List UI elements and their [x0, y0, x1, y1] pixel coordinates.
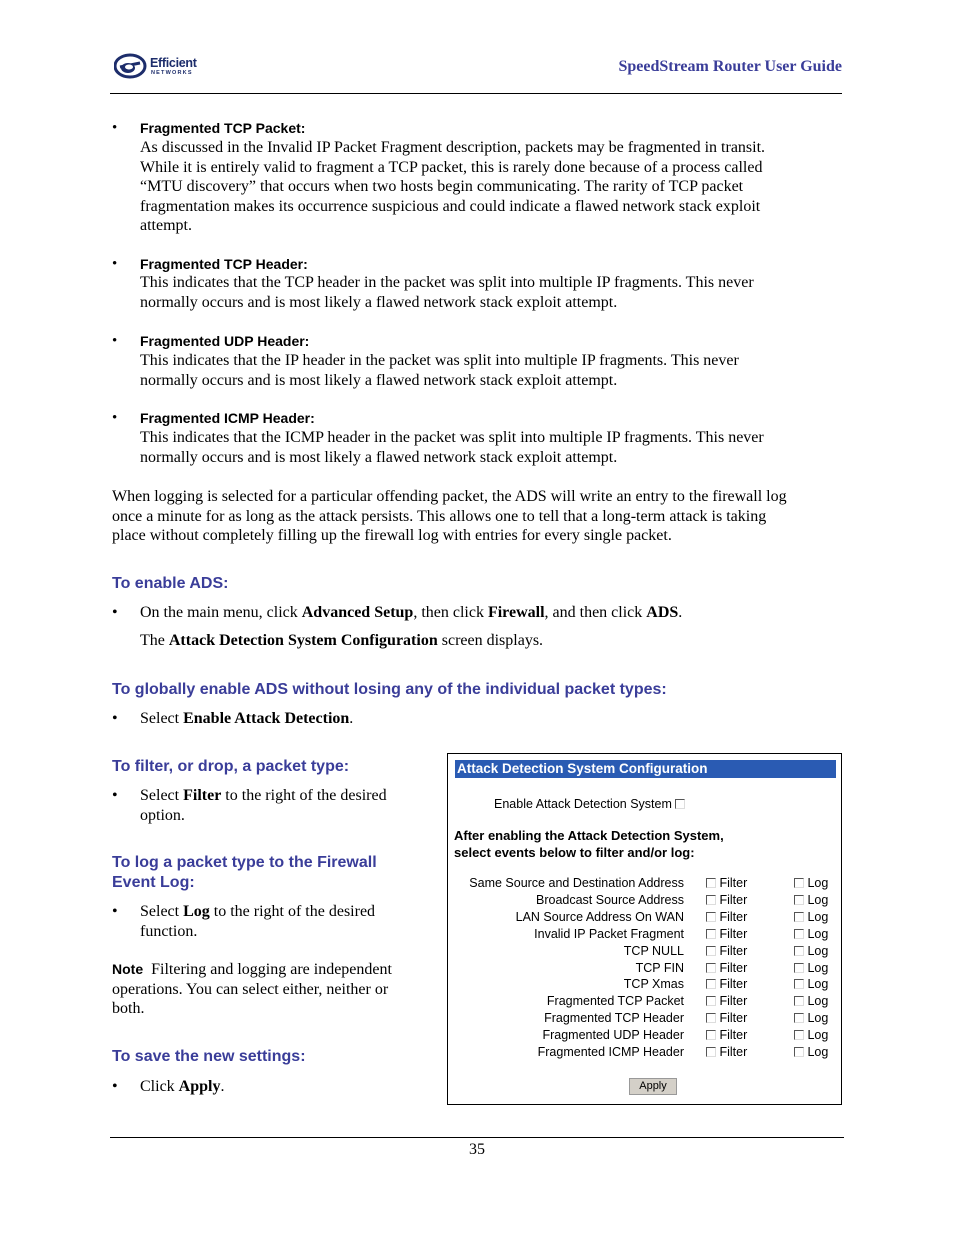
event-row	[448, 876, 841, 893]
log-checkbox[interactable]	[794, 963, 804, 973]
step-text: option.	[140, 807, 185, 824]
text-line: This indicates that the ICMP header in the packet was split into multiple IP fragments. This never	[140, 429, 764, 446]
filter-checkbox[interactable]	[706, 929, 716, 939]
log-checkbox[interactable]	[794, 996, 804, 1006]
step-text: function.	[140, 923, 198, 940]
log-option[interactable]	[794, 944, 828, 958]
log-label: Log	[807, 926, 829, 941]
event-label: Fragmented ICMP Header	[537, 1045, 684, 1059]
filter-option[interactable]	[706, 1045, 747, 1059]
option-log: Log	[183, 903, 210, 920]
text-line: While it is entirely valid to fragment a TCP packet, this is rarely done because of a process called	[140, 158, 763, 176]
note-label: Note	[112, 961, 144, 977]
event-row	[448, 927, 841, 944]
log-label: Log	[807, 1028, 829, 1043]
log-label: Log	[807, 943, 829, 958]
event-label: TCP FIN	[635, 960, 684, 975]
bullet-title: Fragmented ICMP Header:	[140, 410, 315, 426]
log-option[interactable]	[794, 876, 828, 890]
event-row	[448, 977, 841, 994]
screen-name: Attack Detection System Configuration	[168, 632, 438, 649]
log-label: Log	[807, 892, 829, 907]
log-checkbox[interactable]	[794, 929, 804, 939]
text-line: This indicates that the IP header in the packet was split into multiple IP fragments. This never	[140, 352, 739, 369]
step-text: to the right of the desired	[209, 903, 376, 920]
log-label: Log	[807, 876, 829, 890]
logging-paragraph	[112, 487, 842, 546]
log-option[interactable]	[794, 910, 828, 924]
step-text: , and then click	[544, 604, 647, 621]
event-row	[448, 994, 841, 1011]
ads-config-title: Attack Detection System Configuration	[457, 761, 708, 776]
text-line: normally occurs and is most likely a flawed network stack exploit attempt.	[140, 293, 618, 311]
filter-label: Filter	[719, 1011, 748, 1026]
filter-option[interactable]	[706, 1011, 747, 1025]
bullet-body	[140, 351, 840, 390]
text-line: Filtering and logging are independent	[143, 961, 392, 978]
instruction-line: After enabling the Attack Detection System,	[454, 828, 724, 843]
log-checkbox[interactable]	[794, 1030, 804, 1040]
filter-label: Filter	[719, 876, 748, 890]
filter-option[interactable]	[706, 910, 747, 924]
event-row	[448, 1028, 841, 1045]
filter-checkbox[interactable]	[706, 878, 716, 888]
bullet-dot: •	[112, 333, 118, 349]
text-line: normally occurs and is most likely a flawed network stack exploit attempt.	[140, 371, 618, 389]
step-text: Select	[140, 710, 184, 727]
text-line: once a minute for as long as the attack persists. This allows one to tell that a long-term attack is taking	[112, 507, 767, 525]
log-checkbox[interactable]	[794, 912, 804, 922]
filter-checkbox[interactable]	[706, 1013, 716, 1023]
note-paragraph	[112, 960, 422, 1019]
step-text: .	[349, 710, 354, 727]
bullet-dot: •	[112, 410, 118, 426]
filter-label: Filter	[719, 892, 748, 907]
log-label: Log	[807, 977, 829, 992]
text-line: attempt.	[140, 217, 192, 235]
text-line: As discussed in the Invalid IP Packet Fragment description, packets may be fragmented in transit.	[140, 139, 766, 156]
efficient-networks-logo	[114, 51, 214, 81]
event-label: Invalid IP Packet Fragment	[534, 926, 684, 941]
filter-option[interactable]	[706, 944, 747, 958]
step-text: Select	[140, 903, 184, 920]
filter-option[interactable]	[706, 893, 747, 907]
document-title: SpeedStream Router User Guide	[618, 58, 842, 75]
log-checkbox[interactable]	[794, 1013, 804, 1023]
event-row	[448, 1011, 841, 1028]
filter-label: Filter	[719, 960, 748, 975]
step-text: , then click	[413, 604, 488, 621]
filter-checkbox[interactable]	[706, 1030, 716, 1040]
footer-divider	[110, 1137, 844, 1138]
log-option[interactable]	[794, 961, 828, 975]
log-option[interactable]	[794, 977, 828, 991]
step-text: Click	[140, 1078, 179, 1095]
event-row	[448, 944, 841, 961]
filter-option[interactable]	[706, 961, 747, 975]
enable-ads-checkbox[interactable]	[675, 799, 685, 809]
filter-checkbox[interactable]	[706, 963, 716, 973]
filter-checkbox[interactable]	[706, 946, 716, 956]
filter-option[interactable]	[706, 876, 747, 890]
heading-filter: To filter, or drop, a packet type:	[112, 758, 350, 775]
heading-line: Event Log:	[112, 873, 195, 891]
filter-checkbox[interactable]	[706, 895, 716, 905]
log-option[interactable]	[794, 927, 828, 941]
filter-label: Filter	[719, 943, 748, 958]
text-line: fragmentation makes its occurrence suspicious and could indicate a flawed network stack exploit	[140, 197, 761, 215]
log-option[interactable]	[794, 1045, 828, 1059]
heading-line: To log a packet type to the Firewall	[112, 854, 377, 871]
bullet-body	[140, 428, 840, 467]
log-option[interactable]	[794, 893, 828, 907]
log-checkbox[interactable]	[794, 979, 804, 989]
log-option[interactable]	[794, 1011, 828, 1025]
event-label: Broadcast Source Address	[536, 892, 684, 907]
option-filter: Filter	[183, 787, 222, 804]
logo-wordmark: Efficient	[150, 56, 197, 70]
step-text: .	[220, 1078, 225, 1095]
filter-label: Filter	[719, 977, 748, 992]
logo-subwordmark: NETWORKS	[151, 70, 193, 76]
page-number: 35	[469, 1141, 485, 1158]
log-label: Log	[807, 1011, 829, 1026]
heading-enable-ads: To enable ADS:	[112, 575, 229, 592]
event-label: Fragmented TCP Packet	[546, 994, 684, 1009]
option-enable-attack-detection: Enable Attack Detection	[183, 710, 350, 727]
step-text: On the main menu, click	[140, 604, 302, 621]
enable-ads-result	[140, 632, 543, 650]
bullet-dot: •	[112, 787, 118, 804]
ads-instructions	[454, 828, 724, 861]
step-text: to the right of the desired	[221, 787, 387, 804]
instruction-line: select events below to filter and/or log:	[454, 844, 695, 860]
bullet-title: Fragmented TCP Packet:	[140, 120, 306, 136]
enable-ads-row[interactable]	[494, 797, 685, 811]
filter-label: Filter	[719, 926, 748, 941]
filter-option[interactable]	[706, 994, 747, 1008]
result-text: screen displays.	[437, 632, 544, 649]
event-label: TCP Xmas	[623, 977, 684, 992]
bullet-dot: •	[112, 1078, 118, 1095]
event-row	[448, 1045, 841, 1062]
logo-e-icon	[114, 53, 148, 79]
event-label: Fragmented TCP Header	[544, 1011, 684, 1026]
filter-option[interactable]	[706, 977, 747, 991]
log-checkbox[interactable]	[794, 895, 804, 905]
text-line: place without completely filling up the firewall log with entries for every single packet.	[112, 527, 672, 545]
event-row	[448, 961, 841, 978]
log-label: Log	[807, 1045, 829, 1059]
log-option[interactable]	[794, 994, 828, 1008]
step-text: Select	[140, 787, 184, 804]
filter-label: Filter	[719, 1045, 748, 1059]
ads-config-titlebar	[455, 760, 836, 778]
bullet-title: Fragmented TCP Header:	[140, 256, 308, 272]
filter-checkbox[interactable]	[706, 996, 716, 1006]
bullet-dot: •	[112, 604, 118, 621]
filter-label: Filter	[719, 1028, 748, 1043]
log-label: Log	[807, 909, 829, 924]
text-line: “MTU discovery” that occurs when two hosts begin communicating. The rarity of TCP packet	[140, 178, 744, 196]
event-label: Same Source and Destination Address	[469, 876, 684, 890]
menu-path-advanced-setup: Advanced Setup	[301, 604, 414, 621]
heading-log	[112, 853, 377, 892]
filter-checkbox[interactable]	[706, 912, 716, 922]
header-divider	[110, 93, 842, 94]
bullet-dot: •	[112, 256, 118, 272]
bullet-dot: •	[112, 903, 118, 920]
log-option[interactable]	[794, 1028, 828, 1042]
filter-option[interactable]	[706, 1028, 747, 1042]
log-label: Log	[807, 960, 829, 975]
event-label: Fragmented UDP Header	[542, 1028, 684, 1043]
bullet-dot: •	[112, 120, 118, 136]
filter-checkbox[interactable]	[706, 979, 716, 989]
result-text: The	[140, 632, 169, 649]
log-checkbox[interactable]	[794, 878, 804, 888]
event-row	[448, 910, 841, 927]
event-label: TCP NULL	[623, 943, 684, 958]
bullet-title: Fragmented UDP Header:	[140, 333, 310, 349]
text-line: normally occurs and is most likely a flawed network stack exploit attempt.	[140, 448, 618, 466]
enable-ads-label: Enable Attack Detection System	[494, 797, 672, 811]
ads-config-screenshot	[447, 753, 842, 1105]
bullet-body	[140, 273, 840, 312]
log-label: Log	[807, 994, 829, 1009]
step-text: .	[678, 604, 683, 621]
bullet-body	[140, 138, 840, 236]
menu-path-firewall: Firewall	[487, 604, 545, 621]
log-checkbox[interactable]	[794, 946, 804, 956]
heading-global-enable: To globally enable ADS without losing any of the individual packet types:	[112, 681, 667, 698]
heading-save: To save the new settings:	[112, 1048, 306, 1065]
option-apply: Apply	[178, 1078, 221, 1095]
menu-path-ads: ADS	[646, 604, 679, 621]
text-line: This indicates that the TCP header in the packet was split into multiple IP fragments. This never	[140, 274, 754, 291]
text-line: When logging is selected for a particular offending packet, the ADS will write an entry to the firewall log	[112, 488, 787, 505]
filter-label: Filter	[719, 994, 748, 1009]
filter-option[interactable]	[706, 927, 747, 941]
event-label: LAN Source Address On WAN	[515, 909, 684, 924]
text-line: operations. You can select either, neither or	[112, 980, 389, 998]
bullet-dot: •	[112, 710, 118, 727]
apply-button[interactable]: Apply	[629, 1078, 677, 1095]
filter-label: Filter	[719, 909, 748, 924]
log-checkbox[interactable]	[794, 1047, 804, 1057]
filter-checkbox[interactable]	[706, 1047, 716, 1057]
text-line: both.	[112, 1000, 145, 1018]
event-row	[448, 893, 841, 910]
